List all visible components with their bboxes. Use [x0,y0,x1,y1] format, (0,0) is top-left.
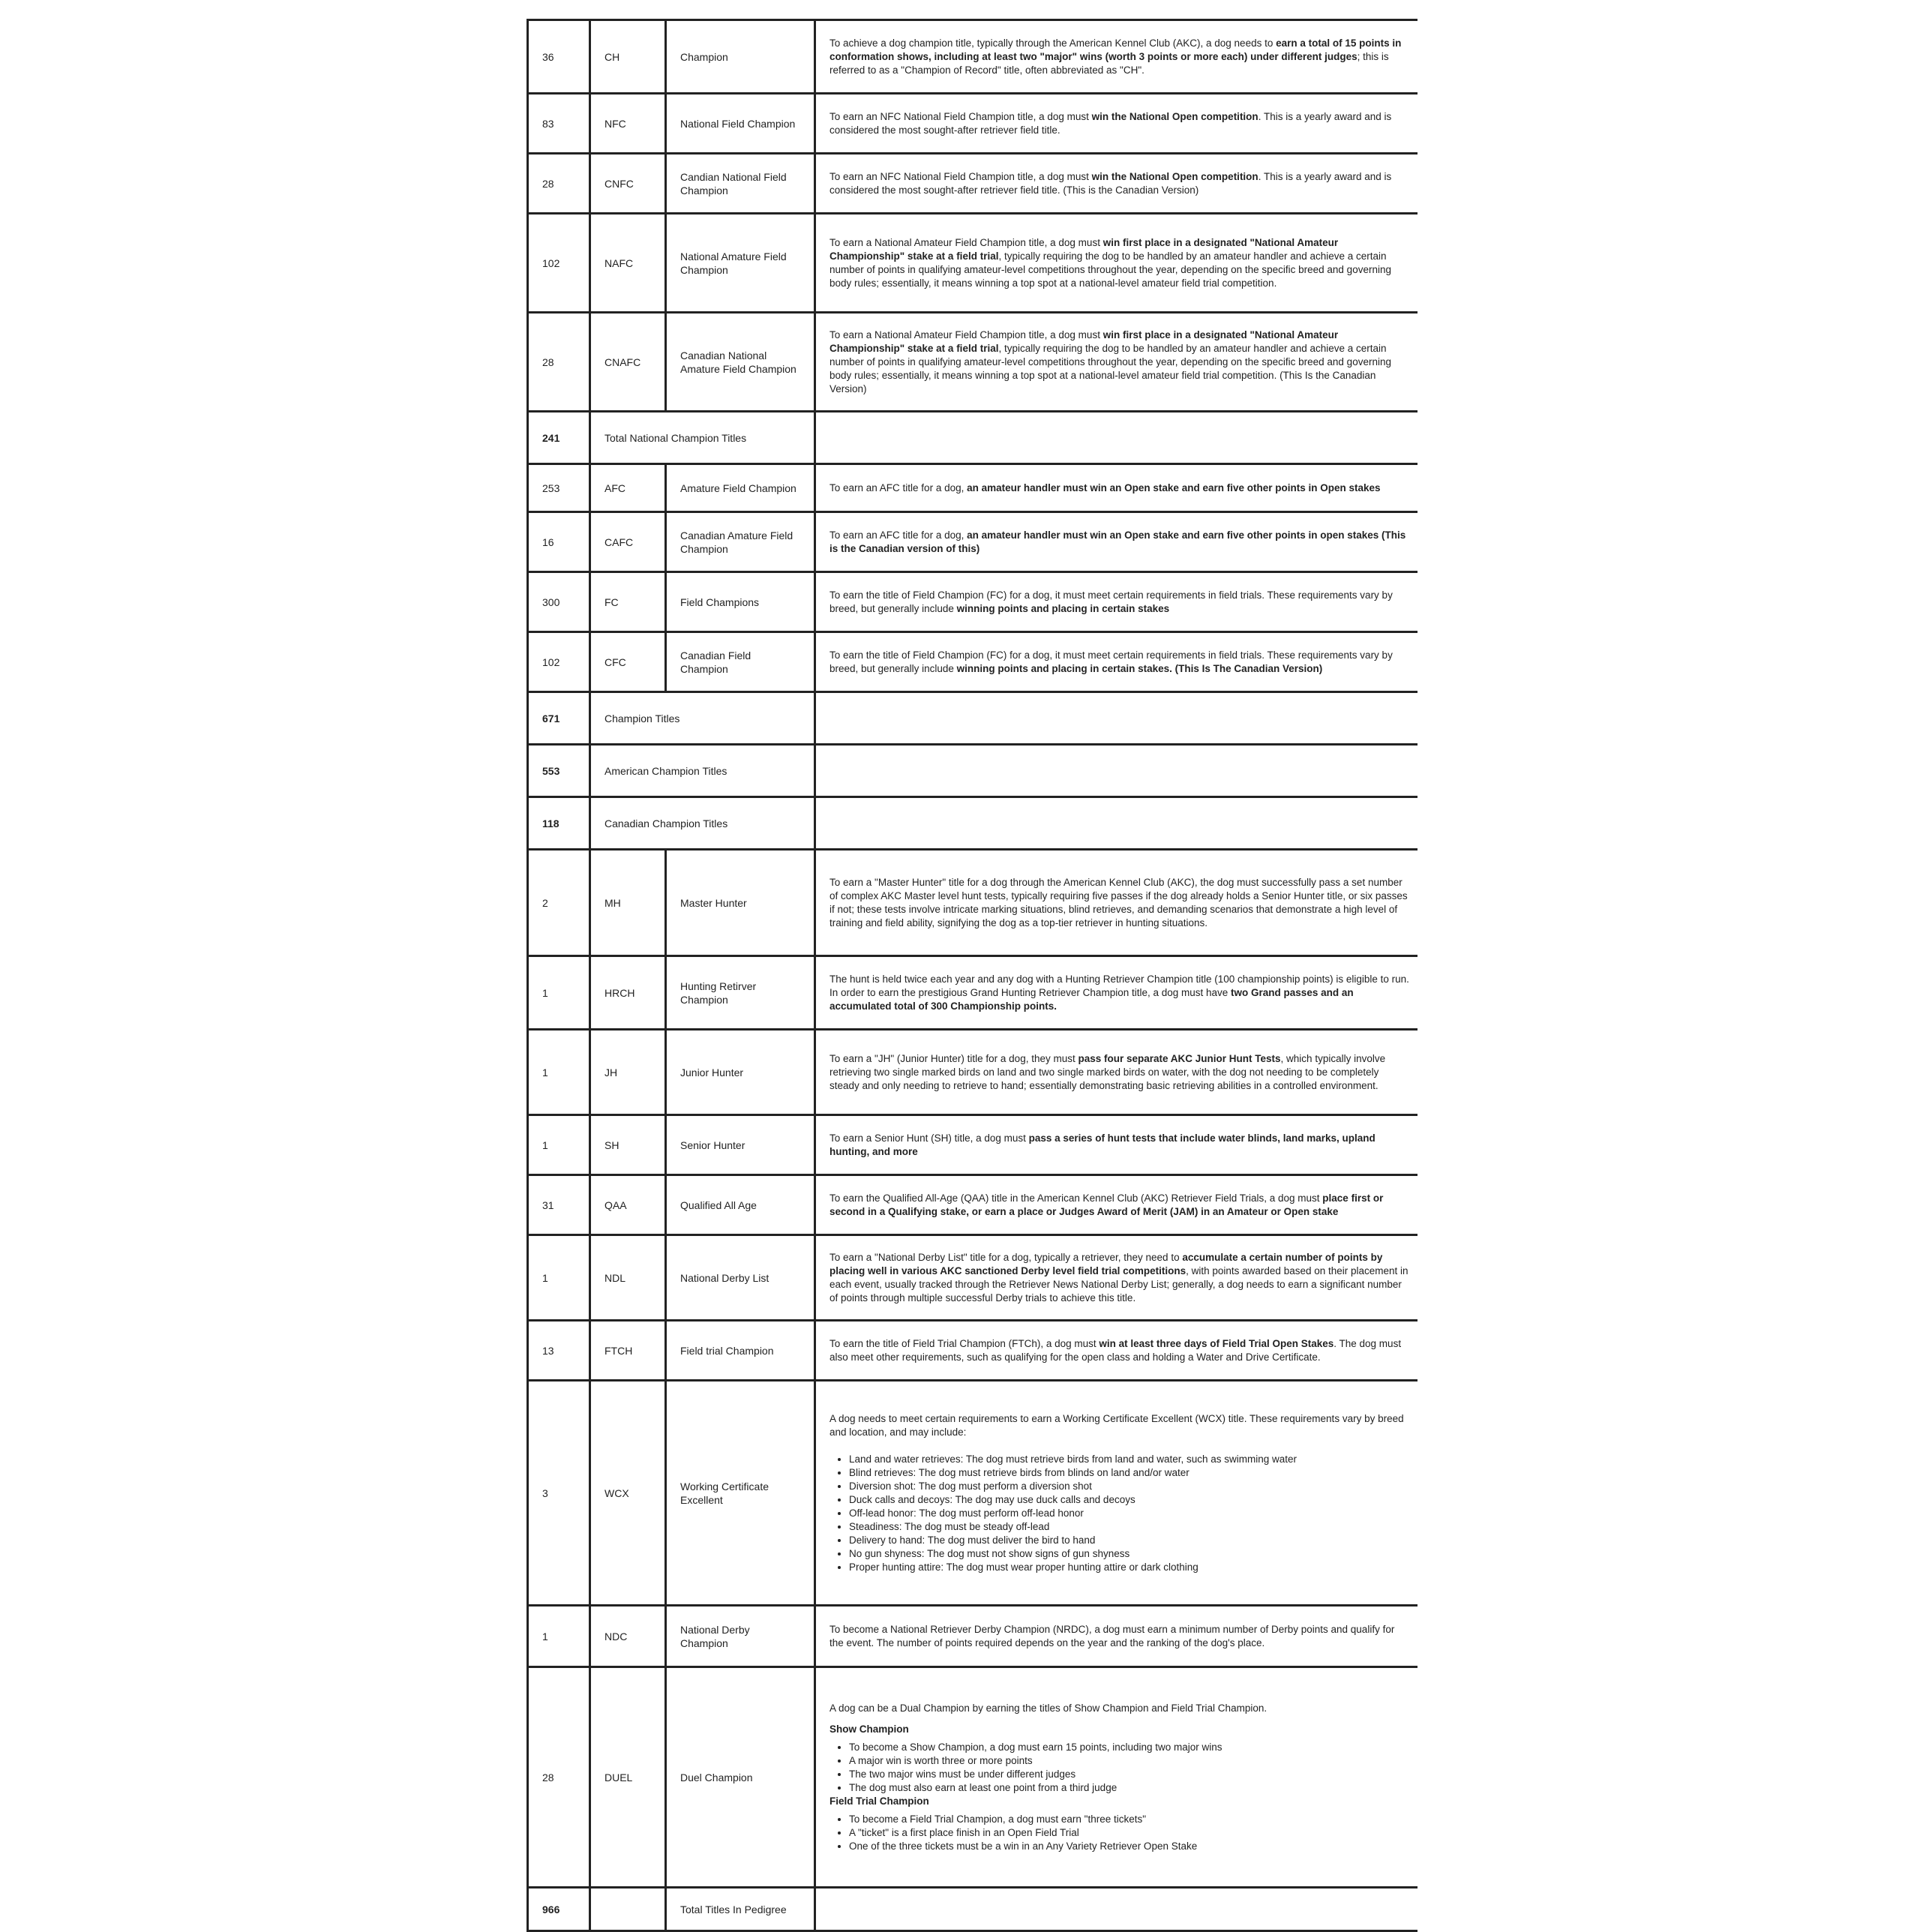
description-text: To earn a "JH" (Junior Hunter) title for a dog, they must [830,1052,1078,1064]
titles-table-body [528,20,1418,1931]
title-cell: Field trial Champion [666,1321,815,1381]
description-text: To earn a National Amateur Field Champion title, a dog must [830,328,1103,340]
description-text: To earn an AFC title for a dog, [830,482,968,494]
description-cell [815,20,1418,94]
empty-cell [815,1888,1418,1931]
total-label: Total Titles In Pedigree [666,1888,815,1931]
description-text: . This is a yearly award and is considered the most sought-after retriever field title. [830,110,1392,136]
requirement-item: • One of the three tickets must be a win in an Any Variety Retriever Open Stake [849,1840,1410,1853]
abbr-cell: HRCH [590,956,666,1030]
title-row [528,512,1418,572]
title-row [528,94,1418,154]
description-cell [815,1667,1418,1888]
description-cell: To become a National Retriever Derby Champion (NRDC), a dog must earn a minimum number of Derby points and qualify for the event. The number of points required depends on the year and the ranking of the dog's place. [815,1606,1418,1667]
title-cell: National Derby Champion [666,1606,815,1667]
requirement-item: • Steadiness: The dog must be steady off-lead [849,1520,1410,1534]
description-cell [815,512,1418,572]
description-emphasis: an amateur handler must win an Open stake and earn five other points in open stakes (This is the Canadian version of this) [830,529,1406,554]
description-cell [815,1030,1418,1115]
count-cell: 83 [528,94,590,154]
summary-row [528,692,1418,745]
description-cell [815,1321,1418,1381]
title-cell: Working Certificate Excellent [666,1381,815,1606]
description-emphasis: win the National Open competition [1091,170,1258,182]
abbr-cell: MH [590,850,666,956]
count-cell: 1 [528,1606,590,1667]
count-cell: 28 [528,154,590,214]
requirement-list [830,1453,1410,1574]
subheading: Show Champion [830,1723,909,1735]
description-text: . The dog must also meet other requirements, such as qualifying for the open class and holding a Water and Drive Certificate. [830,1337,1402,1363]
description-text: To earn a National Amateur Field Champion title, a dog must [830,236,1103,248]
requirement-item: • Duck calls and decoys: The dog may use duck calls and decoys [849,1493,1410,1507]
description-text: To earn the title of Field Trial Champion (FTCh), a dog must [830,1337,1100,1349]
abbr-cell: DUEL [590,1667,666,1888]
title-cell: National Derby List [666,1235,815,1321]
title-row [528,20,1418,94]
description-cell [815,1381,1418,1606]
count-cell: 102 [528,214,590,313]
count-cell: 102 [528,632,590,692]
requirement-item: • No gun shyness: The dog must not show signs of gun shyness [849,1547,1410,1561]
requirement-item: • To become a Show Champion, a dog must earn 15 points, including two major wins [849,1741,1410,1754]
count-cell: 2 [528,850,590,956]
description-emphasis: place first or second in a Qualifying stake, or earn a place or Judges Award of Merit (JAM) in an Amateur or Open stake [830,1192,1384,1217]
abbr-cell: QAA [590,1175,666,1235]
abbr-cell: FC [590,572,666,632]
title-row [528,956,1418,1030]
subheading: Field Trial Champion [830,1795,929,1807]
abbr-cell: NDC [590,1606,666,1667]
description-emphasis: win at least three days of Field Trial Open Stakes [1099,1337,1334,1349]
title-cell: Champion [666,20,815,94]
description-emphasis: win first place in a designated "National Amateur Championship" stake at a field trial [830,236,1339,262]
description-emphasis: winning points and placing in certain stakes. (This Is The Canadian Version) [956,662,1323,674]
count-cell: 300 [528,572,590,632]
empty-cell [815,797,1418,850]
description-cell [815,313,1418,412]
description-cell [815,572,1418,632]
title-row [528,464,1418,512]
description-text: , which typically involve retrieving two single marked birds on land and two single marked birds on water, with the dog not needing to be completely steady and only needing to retrieve to hand; essentially demonstrating basic retrieving abilities in a controlled environment. [830,1052,1386,1091]
description-text: , with points awarded based on their placement in each event, usually tracked through the Retriever News National Derby List; generally, a dog needs to earn a significant number of points through multiple successful Derby trials to achieve this title. [830,1264,1408,1304]
description-text: To earn an AFC title for a dog, [830,529,968,541]
title-cell: Duel Champion [666,1667,815,1888]
abbr-cell: CNAFC [590,313,666,412]
count-cell: 1 [528,1115,590,1175]
title-row [528,154,1418,214]
description-cell [815,154,1418,214]
title-cell: Hunting Retirver Champion [666,956,815,1030]
summary-row [528,745,1418,797]
description-emphasis: earn a total of 15 points in conformation shows, including at least two "major" wins (worth 3 points or more each) under different judges [830,37,1402,62]
title-row [528,1381,1418,1606]
titles-table [526,19,1418,1932]
count-cell: 553 [528,745,590,797]
requirement-item: • A "ticket" is a first place finish in an Open Field Trial [849,1826,1410,1840]
title-row [528,1115,1418,1175]
title-cell: Senior Hunter [666,1115,815,1175]
empty-cell [815,692,1418,745]
description-emphasis: win first place in a designated "National Amateur Championship" stake at a field trial [830,328,1339,354]
description-cell [815,956,1418,1030]
title-row [528,313,1418,412]
title-cell: Junior Hunter [666,1030,815,1115]
description-cell [815,464,1418,512]
description-emphasis: winning points and placing in certain stakes [956,602,1170,614]
count-cell: 1 [528,956,590,1030]
requirement-item: • Blind retrieves: The dog must retrieve birds from blinds on land and/or water [849,1466,1410,1480]
description-text: ; this is referred to as a "Champion of Record" title, often abbreviated as "CH". [830,50,1389,76]
description-text: To earn an NFC National Field Champion title, a dog must [830,170,1092,182]
description-text: To earn the Qualified All-Age (QAA) title in the American Kennel Club (AKC) Retriever Field Trials, a dog must [830,1192,1323,1204]
title-row [528,850,1418,956]
count-cell: 16 [528,512,590,572]
requirement-item: • The dog must also earn at least one point from a third judge [849,1781,1410,1795]
description-text: . This is a yearly award and is considered the most sought-after retriever field title. (This is the Canadian Version) [830,170,1392,196]
title-cell: Master Hunter [666,850,815,956]
description-emphasis: accumulate a certain number of points by placing well in various AKC sanctioned Derby level field trial competitions [830,1251,1383,1276]
summary-row [528,412,1418,464]
abbr-cell: NDL [590,1235,666,1321]
description-emphasis: pass four separate AKC Junior Hunt Tests [1078,1052,1281,1064]
count-cell: 13 [528,1321,590,1381]
empty-cell [815,412,1418,464]
description-text: , typically requiring the dog to be handled by an amateur handler and achieve a certain number of points in qualifying amateur-level competitions throughout the year, depending on the specific breed and governing body rules; essentially, it means winning a top spot at a national-level amateur field trial competition. [830,250,1391,289]
title-row [528,632,1418,692]
description-cell [815,632,1418,692]
summary-row [528,797,1418,850]
requirement-list [830,1813,1410,1853]
description-text: To earn the title of Field Champion (FC) for a dog, it must meet certain requirements in field trials. These requirements vary by breed, but generally include [830,649,1393,674]
count-cell: 3 [528,1381,590,1606]
requirement-item: • To become a Field Trial Champion, a dog must earn "three tickets" [849,1813,1410,1826]
count-cell: 966 [528,1888,590,1931]
summary-label: Canadian Champion Titles [590,797,815,850]
description-cell [815,1235,1418,1321]
abbr-cell: AFC [590,464,666,512]
description-emphasis: two Grand passes and an accumulated total of 300 Championship points. [830,986,1354,1012]
count-cell: 253 [528,464,590,512]
title-row [528,572,1418,632]
count-cell: 31 [528,1175,590,1235]
description-cell [815,850,1418,956]
title-cell: Canadian Amature Field Champion [666,512,815,572]
count-cell: 118 [528,797,590,850]
requirement-item: • Land and water retrieves: The dog must retrieve birds from land and water, such as swimming water [849,1453,1410,1466]
requirement-item: • Diversion shot: The dog must perform a diversion shot [849,1480,1410,1493]
summary-label: Champion Titles [590,692,815,745]
count-cell: 671 [528,692,590,745]
description-text: To earn an NFC National Field Champion title, a dog must [830,110,1092,122]
title-row [528,1235,1418,1321]
description-cell [815,214,1418,313]
description-text: To earn a Senior Hunt (SH) title, a dog must [830,1132,1029,1144]
title-cell: Canadian Field Champion [666,632,815,692]
abbr-cell: CH [590,20,666,94]
count-cell: 28 [528,1667,590,1888]
requirement-item: • Delivery to hand: The dog must deliver the bird to hand [849,1534,1410,1547]
abbr-cell: NFC [590,94,666,154]
title-row [528,1606,1418,1667]
title-cell: Qualified All Age [666,1175,815,1235]
abbr-cell: CNFC [590,154,666,214]
title-row [528,1175,1418,1235]
description-text: , typically requiring the dog to be handled by an amateur handler and achieve a certain number of points in qualifying amateur-level competitions throughout the year, depending on the specific breed and governing body rules; essentially, it means winning a top spot at a national-level amateur field trial competition. (This Is the Canadian Version) [830,342,1391,394]
empty-cell [815,745,1418,797]
requirement-item: • A major win is worth three or more points [849,1754,1410,1768]
abbr-cell: JH [590,1030,666,1115]
abbr-cell: CFC [590,632,666,692]
description-emphasis: win the National Open competition [1091,110,1258,122]
total-row [528,1888,1418,1931]
title-row [528,214,1418,313]
title-row [528,1030,1418,1115]
description-cell [815,94,1418,154]
description-intro: A dog needs to meet certain requirements to earn a Working Certificate Excellent (WCX) title. These requirements vary by breed and location, and may include: [830,1412,1404,1438]
title-cell: Field Champions [666,572,815,632]
summary-label: Total National Champion Titles [590,412,815,464]
requirement-item: • The two major wins must be under different judges [849,1768,1410,1781]
summary-label: American Champion Titles [590,745,815,797]
title-cell: National Amature Field Champion [666,214,815,313]
abbr-cell: NAFC [590,214,666,313]
count-cell: 28 [528,313,590,412]
requirement-item: • Proper hunting attire: The dog must wear proper hunting attire or dark clothing [849,1561,1410,1574]
count-cell: 1 [528,1235,590,1321]
description-emphasis: an amateur handler must win an Open stake and earn five other points in Open stakes [967,482,1381,494]
title-cell: National Field Champion [666,94,815,154]
title-row [528,1667,1418,1888]
abbr-cell: CAFC [590,512,666,572]
title-cell: Candian National Field Champion [666,154,815,214]
empty-cell [590,1888,666,1931]
description-intro: A dog can be a Dual Champion by earning the titles of Show Champion and Field Trial Champion. [830,1702,1268,1714]
title-row [528,1321,1418,1381]
abbr-cell: SH [590,1115,666,1175]
description-emphasis: pass a series of hunt tests that include water blinds, land marks, upland hunting, and more [830,1132,1376,1157]
description-text: To achieve a dog champion title, typically through the American Kennel Club (AKC), a dog needs to [830,37,1276,49]
description-text: To earn a "Master Hunter" title for a dog through the American Kennel Club (AKC), the dog must successfully pass a set number of complex AKC Master level hunt tests, typically requiring five passes if the dog already holds a Senior Hunter title, or six passes if not; these tests involve intricate marking situations, blind retrieves, and demanding scenarios that demonstrate a high level of training and field ability, signifying the dog as a top-tier retriever in hunting situations. [830,876,1408,928]
count-cell: 36 [528,20,590,94]
description-text: To earn the title of Field Champion (FC) for a dog, it must meet certain requirements in field trials. These requirements vary by breed, but generally include [830,589,1393,614]
description-text: To earn a "National Derby List" title for a dog, typically a retriever, they need to [830,1251,1183,1263]
description-cell [815,1175,1418,1235]
requirement-item: • Off-lead honor: The dog must perform off-lead honor [849,1507,1410,1520]
description-cell [815,1115,1418,1175]
abbr-cell: FTCH [590,1321,666,1381]
abbr-cell: WCX [590,1381,666,1606]
requirement-list [830,1741,1410,1795]
count-cell: 241 [528,412,590,464]
title-cell: Canadian National Amature Field Champion [666,313,815,412]
title-cell: Amature Field Champion [666,464,815,512]
count-cell: 1 [528,1030,590,1115]
description-text: The hunt is held twice each year and any dog with a Hunting Retriever Champion title (100 championship points) is eligible to run. In order to earn the prestigious Grand Hunting Retriever Champion title, a dog must have [830,973,1409,998]
